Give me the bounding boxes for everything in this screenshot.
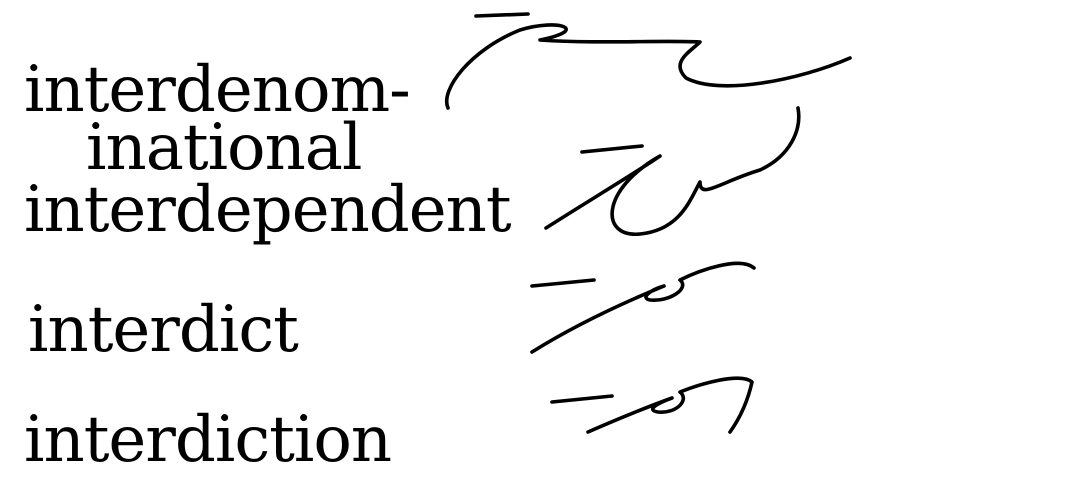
entry-word-interdict: interdict (28, 293, 298, 367)
entry-word-interdependent: interdependent (24, 173, 511, 247)
entry-word-interdenominational-line2: inational (86, 111, 362, 185)
entry-word-interdenominational-line1: interdenom- (24, 53, 410, 127)
shorthand-outline-interdependent (546, 108, 799, 234)
shorthand-outline-interdenominational (447, 14, 850, 108)
shorthand-outline-interdiction (552, 378, 752, 432)
entry-word-interdiction: interdiction (24, 403, 392, 477)
shorthand-outline-interdict (532, 263, 754, 352)
